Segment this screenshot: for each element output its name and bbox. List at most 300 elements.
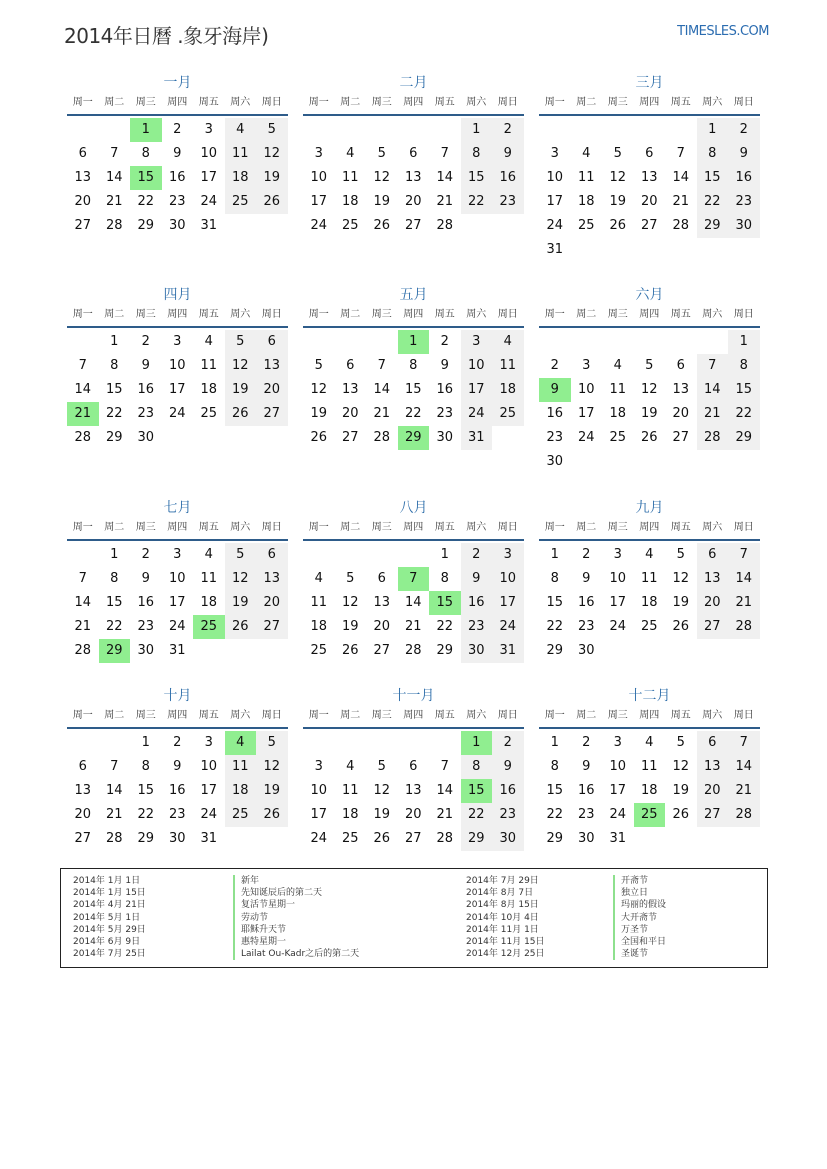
day-cell: 1 [110,334,119,349]
day-cell: 6 [78,759,87,774]
day-cell: 3 [314,146,323,161]
day-cell: 22 [546,619,564,634]
holiday-names-left [233,875,359,960]
page-title: 2014年日曆 .象牙海岸) [64,24,269,48]
day-cell: 6 [377,571,386,586]
day-cell: 17 [200,783,218,798]
day-cell: 8 [110,358,119,373]
day-cell: 31 [461,426,493,450]
weekday-label: 周四 [167,710,188,721]
day-cell: 29 [137,218,155,233]
holiday-day-cell: 29 [99,639,131,663]
day-cell: 5 [225,330,257,354]
day-cell: 20 [697,591,729,615]
day-cell: 23 [492,803,524,827]
day-grid [539,731,760,851]
weekday-label: 周三 [371,97,392,108]
weekday-label: 周五 [670,710,691,721]
day-cell: 8 [409,358,418,373]
day-cell: 26 [341,643,359,658]
day-cell: 19 [609,194,627,209]
day-cell: 30 [137,430,155,445]
day-cell: 27 [697,803,729,827]
day-cell: 15 [404,382,422,397]
day-cell: 12 [672,571,690,586]
day-cell: 10 [310,170,328,185]
day-cell: 13 [672,382,690,397]
weekday-label: 周三 [371,522,392,533]
day-cell: 28 [105,218,123,233]
day-cell: 21 [373,406,391,421]
day-cell: 14 [436,170,454,185]
day-cell: 16 [492,166,524,190]
day-cell: 22 [436,619,454,634]
day-cell: 28 [697,426,729,450]
weekday-label: 周一 [308,710,329,721]
weekday-label: 周六 [230,522,251,533]
day-cell: 18 [341,807,359,822]
day-cell: 19 [256,779,288,803]
day-cell: 20 [256,378,288,402]
day-cell: 14 [74,382,92,397]
day-cell: 18 [225,779,257,803]
day-cell: 15 [697,166,729,190]
day-cell: 8 [110,571,119,586]
day-cell: 30 [436,430,454,445]
holiday-date: 2014年 1月 1日 [73,876,141,886]
day-cell: 21 [404,619,422,634]
day-cell: 1 [141,735,150,750]
day-cell: 17 [609,783,627,798]
weekday-label: 周五 [670,309,691,320]
day-cell: 18 [225,166,257,190]
day-cell: 3 [550,146,559,161]
day-cell: 13 [256,354,288,378]
day-cell: 9 [492,755,524,779]
day-cell: 31 [200,831,218,846]
month-name: 一月 [163,75,192,91]
day-cell: 4 [346,146,355,161]
weekday-label: 周日 [733,710,754,721]
day-cell: 17 [461,378,493,402]
holiday-name: 劳动节 [233,912,359,924]
month-block [67,685,288,851]
weekday-label: 周三 [135,522,156,533]
day-cell: 26 [373,831,391,846]
day-cell: 13 [256,567,288,591]
day-cell: 7 [110,759,119,774]
day-cell: 26 [672,619,690,634]
month-name: 九月 [635,500,664,516]
weekday-label: 周四 [167,97,188,108]
day-cell: 22 [728,402,760,426]
weekday-header [539,519,760,541]
weekday-label: 周四 [639,309,660,320]
weekday-label: 周五 [434,309,455,320]
day-cell: 24 [310,218,328,233]
day-cell: 7 [728,543,760,567]
day-grid [303,118,524,238]
weekday-label: 周五 [434,522,455,533]
month-block [67,72,288,238]
day-cell: 26 [609,218,627,233]
weekday-label: 周三 [607,97,628,108]
day-grid [67,330,288,450]
day-cell: 11 [341,783,359,798]
day-cell: 26 [373,218,391,233]
holiday-names-right [613,875,666,960]
day-cell: 13 [404,783,422,798]
holiday-date: 2014年 5月 29日 [73,924,146,935]
holiday-name: Lailat Ou-Kadr之后的第二天 [233,948,359,960]
day-cell: 23 [137,406,155,421]
day-cell: 11 [225,755,257,779]
day-cell: 6 [697,731,729,755]
day-cell: 28 [728,615,760,639]
day-cell: 14 [728,755,760,779]
day-grid [67,731,288,851]
day-cell: 7 [110,146,119,161]
day-cell: 16 [546,406,564,421]
weekday-label: 周四 [639,522,660,533]
day-cell: 16 [137,382,155,397]
weekday-header [67,306,288,328]
day-cell: 22 [546,807,564,822]
day-grid [303,731,524,851]
day-cell: 5 [256,731,288,755]
day-cell: 11 [492,354,524,378]
day-cell: 7 [676,146,685,161]
weekday-label: 周二 [340,309,361,320]
weekday-label: 周四 [403,309,424,320]
day-cell: 21 [74,619,92,634]
day-cell: 15 [105,382,123,397]
holiday-date: 2014年 6月 9日 [73,936,141,947]
day-cell: 29 [546,831,564,846]
weekday-label: 周三 [135,97,156,108]
day-cell: 28 [74,643,92,658]
day-cell: 12 [225,567,257,591]
day-grid [539,543,760,663]
month-block [67,284,288,450]
day-cell: 16 [577,783,595,798]
day-cell: 17 [492,591,524,615]
holiday-date: 2014年 8月 15日 [466,900,539,911]
weekday-label: 周四 [639,97,660,108]
holiday-name: 耶稣升天节 [233,924,359,936]
day-cell: 5 [613,146,622,161]
weekday-label: 周五 [198,309,219,320]
day-cell: 17 [168,382,186,397]
day-cell: 13 [404,170,422,185]
day-cell: 10 [609,571,627,586]
day-cell: 3 [492,543,524,567]
day-cell: 23 [577,807,595,822]
holiday-name: 先知诞辰后的第二天 [233,887,359,899]
day-cell: 20 [373,619,391,634]
day-cell: 22 [461,190,493,214]
day-cell: 24 [609,619,627,634]
day-cell: 4 [492,330,524,354]
day-cell: 31 [546,242,564,257]
weekday-header [67,94,288,116]
day-cell: 17 [609,595,627,610]
day-cell: 3 [173,547,182,562]
day-cell: 12 [341,595,359,610]
weekday-label: 周五 [198,97,219,108]
holiday-day-cell: 25 [193,615,225,639]
day-cell: 4 [204,547,213,562]
day-cell: 22 [105,619,123,634]
month-name: 十月 [163,688,192,704]
weekday-label: 周六 [702,522,723,533]
weekday-label: 周六 [466,710,487,721]
day-cell: 29 [461,827,493,851]
day-cell: 23 [436,406,454,421]
day-cell: 18 [577,194,595,209]
holiday-name: 复活节星期一 [233,899,359,911]
day-cell: 14 [728,567,760,591]
day-cell: 30 [168,218,186,233]
day-grid [67,118,288,238]
day-cell: 10 [546,170,564,185]
day-cell: 2 [141,334,150,349]
day-cell: 10 [200,759,218,774]
month-name: 四月 [163,287,192,303]
weekday-label: 周日 [733,522,754,533]
day-cell: 1 [728,330,760,354]
day-cell: 3 [582,358,591,373]
weekday-label: 周二 [340,710,361,721]
day-cell: 25 [609,430,627,445]
day-cell: 8 [141,759,150,774]
day-cell: 23 [461,615,493,639]
day-cell: 28 [105,831,123,846]
day-cell: 19 [672,595,690,610]
day-cell: 16 [137,595,155,610]
weekday-label: 周二 [340,522,361,533]
day-cell: 20 [256,591,288,615]
day-cell: 13 [640,170,658,185]
day-cell: 5 [645,358,654,373]
day-cell: 24 [200,807,218,822]
day-cell: 10 [200,146,218,161]
day-grid [67,543,288,663]
day-cell: 13 [341,382,359,397]
day-cell: 15 [137,783,155,798]
day-cell: 13 [74,783,92,798]
day-cell: 20 [74,194,92,209]
weekday-label: 周日 [733,309,754,320]
day-cell: 25 [341,218,359,233]
day-cell: 27 [404,831,422,846]
day-cell: 3 [173,334,182,349]
day-cell: 2 [728,118,760,142]
day-cell: 4 [204,334,213,349]
day-cell: 10 [577,382,595,397]
day-cell: 27 [672,430,690,445]
day-cell: 5 [676,547,685,562]
day-cell: 20 [404,807,422,822]
day-cell: 9 [492,142,524,166]
holiday-name: 全国和平日 [613,936,666,948]
day-cell: 19 [341,619,359,634]
day-cell: 27 [256,615,288,639]
holiday-date: 2014年 1月 15日 [73,888,146,899]
day-cell: 26 [672,807,690,822]
day-cell: 24 [461,402,493,426]
weekday-label: 周五 [670,522,691,533]
weekday-label: 周四 [403,97,424,108]
holiday-name: 大开斋节 [613,912,666,924]
holiday-name: 新年 [233,875,359,887]
day-cell: 11 [609,382,627,397]
day-cell: 23 [137,619,155,634]
day-cell: 18 [341,194,359,209]
weekday-label: 周一 [308,522,329,533]
weekday-label: 周二 [104,97,125,108]
weekday-label: 周三 [607,522,628,533]
day-cell: 15 [461,166,493,190]
day-cell: 8 [440,571,449,586]
day-cell: 29 [728,426,760,450]
weekday-label: 周六 [702,309,723,320]
day-cell: 11 [200,358,218,373]
day-cell: 6 [697,543,729,567]
day-cell: 11 [225,142,257,166]
day-cell: 4 [225,118,257,142]
weekday-label: 周五 [198,710,219,721]
holiday-dates-right [466,875,545,960]
weekday-label: 周六 [466,309,487,320]
day-cell: 4 [346,759,355,774]
month-name: 三月 [635,75,664,91]
weekday-label: 周二 [576,309,597,320]
day-cell: 28 [373,430,391,445]
month-name: 五月 [399,287,428,303]
holiday-date: 2014年 8月 7日 [466,888,534,899]
day-cell: 24 [200,194,218,209]
holiday-name: 惠特星期一 [233,936,359,948]
holiday-date: 2014年 7月 29日 [466,876,539,886]
holiday-date: 2014年 12月 25日 [466,949,545,960]
day-cell: 29 [105,430,123,445]
day-cell: 9 [582,571,591,586]
day-cell: 19 [640,406,658,421]
weekday-label: 周六 [466,97,487,108]
weekday-label: 周二 [104,522,125,533]
day-cell: 22 [137,807,155,822]
day-cell: 30 [492,827,524,851]
day-cell: 17 [168,595,186,610]
day-cell: 31 [200,218,218,233]
day-cell: 12 [672,759,690,774]
day-cell: 25 [310,643,328,658]
weekday-label: 周一 [544,309,565,320]
weekday-header [539,707,760,729]
day-cell: 6 [645,146,654,161]
day-cell: 30 [728,214,760,238]
day-cell: 24 [168,619,186,634]
day-cell: 12 [225,354,257,378]
day-cell: 15 [546,783,564,798]
day-cell: 21 [728,779,760,803]
day-cell: 22 [697,190,729,214]
day-cell: 22 [105,406,123,421]
weekday-label: 周二 [104,710,125,721]
day-cell: 4 [645,735,654,750]
weekday-label: 周六 [466,522,487,533]
day-cell: 19 [225,378,257,402]
day-cell: 8 [461,142,493,166]
month-block [303,284,524,450]
day-cell: 23 [168,807,186,822]
day-cell: 15 [105,595,123,610]
day-cell: 12 [373,783,391,798]
day-cell: 17 [577,406,595,421]
day-cell: 19 [256,166,288,190]
holiday-day-cell: 4 [225,731,257,755]
day-cell: 14 [105,170,123,185]
day-cell: 25 [492,402,524,426]
day-cell: 16 [436,382,454,397]
day-cell: 9 [173,146,182,161]
day-cell: 12 [640,382,658,397]
day-grid [539,330,760,474]
day-cell: 28 [728,803,760,827]
day-cell: 16 [577,595,595,610]
day-cell: 30 [461,639,493,663]
day-cell: 7 [377,358,386,373]
day-cell: 21 [728,591,760,615]
weekday-label: 周一 [308,309,329,320]
day-cell: 24 [577,430,595,445]
site-link[interactable]: TIMESLES.COM [677,24,769,39]
day-cell: 25 [341,831,359,846]
day-cell: 20 [697,779,729,803]
day-cell: 12 [256,755,288,779]
day-cell: 6 [78,146,87,161]
day-cell: 1 [697,118,729,142]
day-cell: 3 [204,122,213,137]
day-cell: 18 [200,595,218,610]
day-cell: 21 [436,807,454,822]
weekday-label: 周四 [639,710,660,721]
day-cell: 31 [168,643,186,658]
day-cell: 29 [697,214,729,238]
weekday-label: 周二 [340,97,361,108]
month-block [67,497,288,663]
day-grid [303,330,524,450]
day-cell: 21 [672,194,690,209]
weekday-label: 周日 [261,710,282,721]
day-cell: 5 [346,571,355,586]
day-cell: 16 [728,166,760,190]
day-cell: 21 [436,194,454,209]
day-cell: 28 [74,430,92,445]
day-cell: 27 [404,218,422,233]
day-cell: 12 [310,382,328,397]
month-block [539,685,760,851]
weekday-label: 周六 [702,710,723,721]
holiday-day-cell: 1 [130,118,162,142]
weekday-header [303,306,524,328]
day-cell: 16 [168,170,186,185]
holiday-day-cell: 15 [130,166,162,190]
day-cell: 21 [697,402,729,426]
day-cell: 5 [225,543,257,567]
day-cell: 5 [256,118,288,142]
